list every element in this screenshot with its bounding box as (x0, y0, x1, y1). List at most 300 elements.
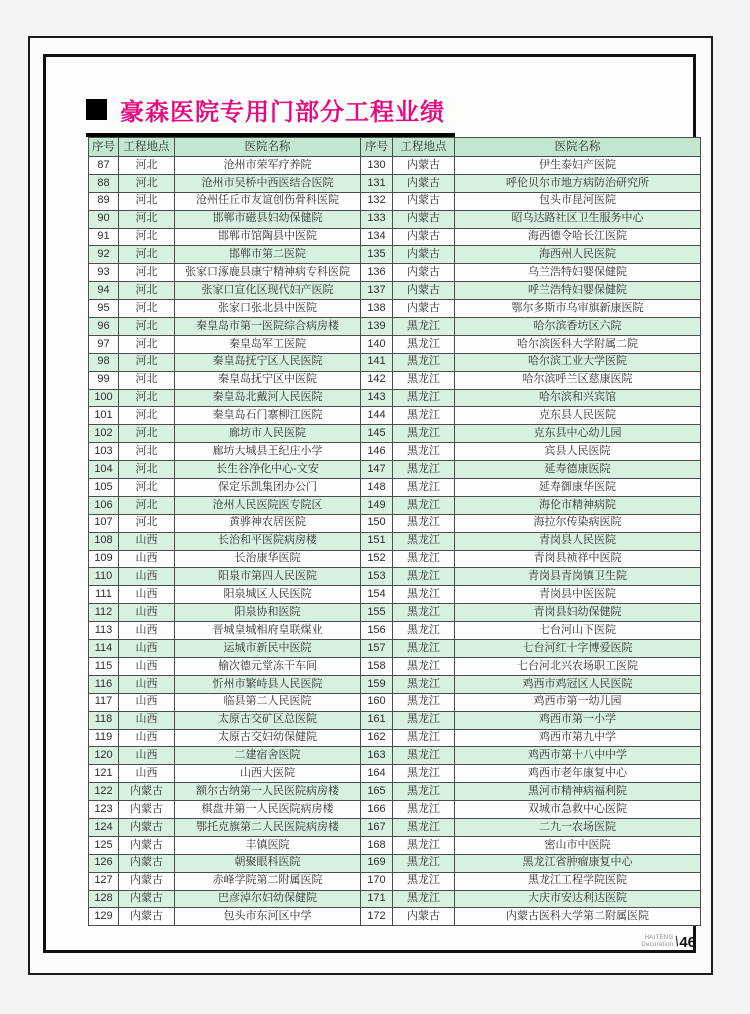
cell-hospital-right: 黑龙江省肿瘤康复中心 (455, 854, 701, 872)
cell-location-left: 内蒙古 (119, 854, 175, 872)
cell-location-left: 河北 (119, 389, 175, 407)
table-row (89, 532, 701, 550)
cell-hospital-left: 阳泉市第四人民医院 (175, 568, 361, 586)
cell-location-left: 河北 (119, 318, 175, 336)
cell-serial-right: 152 (361, 550, 393, 568)
projects-table (88, 137, 701, 926)
cell-location-right: 内蒙古 (393, 192, 455, 210)
cell-serial-right: 157 (361, 640, 393, 658)
cell-location-left: 内蒙古 (119, 783, 175, 801)
cell-serial-left: 109 (89, 550, 119, 568)
table-row (89, 657, 701, 675)
cell-location-right: 内蒙古 (393, 157, 455, 175)
cell-serial-left: 96 (89, 318, 119, 336)
table-row (89, 622, 701, 640)
table-row (89, 711, 701, 729)
brand-line2: Decoration (641, 942, 674, 948)
cell-location-right: 黑龙江 (393, 335, 455, 353)
cell-serial-left: 93 (89, 264, 119, 282)
cell-serial-left: 88 (89, 174, 119, 192)
cell-location-left: 河北 (119, 496, 175, 514)
cell-serial-right: 166 (361, 801, 393, 819)
cell-serial-left: 105 (89, 479, 119, 497)
cell-serial-right: 159 (361, 675, 393, 693)
table-row (89, 514, 701, 532)
cell-serial-left: 94 (89, 282, 119, 300)
table-row (89, 174, 701, 192)
cell-hospital-left: 沧州人民医院医专院区 (175, 496, 361, 514)
cell-serial-right: 133 (361, 210, 393, 228)
cell-location-right: 黑龙江 (393, 443, 455, 461)
header-location-right: 工程地点 (393, 138, 455, 157)
cell-serial-right: 158 (361, 657, 393, 675)
cell-hospital-right: 哈尔滨和兴宾馆 (455, 389, 701, 407)
cell-serial-right: 170 (361, 872, 393, 890)
table-row (89, 854, 701, 872)
cell-hospital-left: 二建宿舍医院 (175, 747, 361, 765)
cell-serial-left: 128 (89, 890, 119, 908)
cell-hospital-right: 青岗县人民医院 (455, 532, 701, 550)
cell-location-right: 内蒙古 (393, 228, 455, 246)
cell-serial-left: 103 (89, 443, 119, 461)
cell-serial-right: 138 (361, 300, 393, 318)
cell-location-left: 山西 (119, 729, 175, 747)
table-row (89, 192, 701, 210)
cell-location-left: 山西 (119, 657, 175, 675)
cell-hospital-left: 忻州市繁峙县人民医院 (175, 675, 361, 693)
table-row (89, 818, 701, 836)
table-row (89, 210, 701, 228)
cell-serial-left: 117 (89, 693, 119, 711)
cell-serial-left: 92 (89, 246, 119, 264)
cell-location-right: 黑龙江 (393, 693, 455, 711)
cell-location-right: 黑龙江 (393, 568, 455, 586)
cell-serial-right: 168 (361, 836, 393, 854)
cell-serial-left: 106 (89, 496, 119, 514)
cell-serial-left: 95 (89, 300, 119, 318)
table-row (89, 335, 701, 353)
cell-location-left: 河北 (119, 353, 175, 371)
table-row (89, 693, 701, 711)
cell-hospital-right: 呼伦贝尔市地方病防治研究所 (455, 174, 701, 192)
cell-hospital-right: 海拉尔传染病医院 (455, 514, 701, 532)
cell-serial-right: 142 (361, 371, 393, 389)
cell-location-right: 黑龙江 (393, 496, 455, 514)
cell-serial-left: 126 (89, 854, 119, 872)
cell-hospital-left: 长治和平医院病房楼 (175, 532, 361, 550)
cell-hospital-left: 邯郸市磁县妇幼保健院 (175, 210, 361, 228)
cell-location-left: 山西 (119, 693, 175, 711)
table-row (89, 228, 701, 246)
cell-location-left: 河北 (119, 246, 175, 264)
cell-hospital-right: 双城市急救中心医院 (455, 801, 701, 819)
cell-location-left: 河北 (119, 282, 175, 300)
cell-location-right: 内蒙古 (393, 300, 455, 318)
cell-hospital-left: 临县第二人民医院 (175, 693, 361, 711)
cell-hospital-right: 七台河山下医院 (455, 622, 701, 640)
cell-hospital-left: 张家口宣化区现代妇产医院 (175, 282, 361, 300)
cell-hospital-right: 延寿德康医院 (455, 461, 701, 479)
cell-hospital-left: 朝聚眼科医院 (175, 854, 361, 872)
cell-serial-left: 127 (89, 872, 119, 890)
cell-hospital-right: 密山市中医院 (455, 836, 701, 854)
cell-serial-left: 110 (89, 568, 119, 586)
cell-serial-right: 150 (361, 514, 393, 532)
cell-serial-right: 164 (361, 765, 393, 783)
cell-hospital-right: 乌兰浩特妇婴保健院 (455, 264, 701, 282)
cell-serial-right: 162 (361, 729, 393, 747)
cell-hospital-left: 阳泉城区人民医院 (175, 586, 361, 604)
cell-serial-left: 100 (89, 389, 119, 407)
brand-text (641, 935, 673, 949)
cell-location-left: 河北 (119, 443, 175, 461)
cell-hospital-left: 秦皇岛抚宁区中医院 (175, 371, 361, 389)
cell-hospital-right: 青岗县妇幼保健院 (455, 604, 701, 622)
cell-location-right: 黑龙江 (393, 854, 455, 872)
cell-serial-right: 134 (361, 228, 393, 246)
cell-serial-right: 148 (361, 479, 393, 497)
cell-hospital-left: 巴彦淖尔妇幼保健院 (175, 890, 361, 908)
cell-location-left: 内蒙古 (119, 890, 175, 908)
cell-serial-right: 163 (361, 747, 393, 765)
cell-location-left: 山西 (119, 711, 175, 729)
cell-location-left: 河北 (119, 228, 175, 246)
cell-hospital-left: 太原古交矿区总医院 (175, 711, 361, 729)
cell-serial-right: 135 (361, 246, 393, 264)
cell-location-right: 黑龙江 (393, 765, 455, 783)
cell-serial-left: 129 (89, 908, 119, 926)
cell-location-left: 河北 (119, 514, 175, 532)
table-row (89, 479, 701, 497)
cell-serial-left: 115 (89, 657, 119, 675)
cell-location-right: 黑龙江 (393, 353, 455, 371)
brand-slash-icon: \ (674, 933, 681, 949)
page-number: 46 (679, 933, 696, 951)
cell-location-right: 黑龙江 (393, 657, 455, 675)
cell-location-right: 黑龙江 (393, 318, 455, 336)
cell-serial-right: 132 (361, 192, 393, 210)
cell-hospital-right: 青岗县中医医院 (455, 586, 701, 604)
cell-hospital-right: 海西州人民医院 (455, 246, 701, 264)
cell-location-left: 山西 (119, 765, 175, 783)
cell-hospital-right: 哈尔滨呼兰区慈康医院 (455, 371, 701, 389)
table-row (89, 568, 701, 586)
cell-serial-left: 111 (89, 586, 119, 604)
cell-hospital-right: 伊生泰妇产医院 (455, 157, 701, 175)
table-row (89, 318, 701, 336)
cell-hospital-right: 鄂尔多斯市乌审旗新康医院 (455, 300, 701, 318)
table-row (89, 640, 701, 658)
header-row (89, 138, 701, 157)
cell-serial-left: 108 (89, 532, 119, 550)
cell-hospital-right: 海伦市精神病院 (455, 496, 701, 514)
cell-location-left: 河北 (119, 264, 175, 282)
cell-serial-left: 112 (89, 604, 119, 622)
cell-serial-right: 153 (361, 568, 393, 586)
cell-location-left: 河北 (119, 461, 175, 479)
cell-hospital-right: 青岗县青岗镇卫生院 (455, 568, 701, 586)
cell-serial-right: 140 (361, 335, 393, 353)
table-row (89, 300, 701, 318)
cell-hospital-left: 晋城皇城相府皇联煤业 (175, 622, 361, 640)
cell-serial-right: 151 (361, 532, 393, 550)
table-row (89, 264, 701, 282)
cell-serial-left: 98 (89, 353, 119, 371)
cell-hospital-right: 昭乌达路社区卫生服务中心 (455, 210, 701, 228)
cell-location-right: 黑龙江 (393, 640, 455, 658)
cell-serial-left: 122 (89, 783, 119, 801)
cell-serial-left: 101 (89, 407, 119, 425)
cell-hospital-left: 赤峰学院第二附属医院 (175, 872, 361, 890)
cell-serial-left: 119 (89, 729, 119, 747)
cell-hospital-right: 海西德令哈长江医院 (455, 228, 701, 246)
cell-location-left: 山西 (119, 640, 175, 658)
cell-hospital-left: 秦皇岛石门寨柳江医院 (175, 407, 361, 425)
cell-hospital-left: 额尔古纳第一人民医院病房楼 (175, 783, 361, 801)
cell-hospital-left: 沧州任丘市友谊创伤骨科医院 (175, 192, 361, 210)
cell-location-right: 黑龙江 (393, 622, 455, 640)
cell-serial-right: 136 (361, 264, 393, 282)
cell-hospital-left: 沧州市吴桥中西医结合医院 (175, 174, 361, 192)
cell-location-right: 内蒙古 (393, 246, 455, 264)
cell-hospital-left: 长治康华医院 (175, 550, 361, 568)
cell-serial-right: 171 (361, 890, 393, 908)
table-row (89, 282, 701, 300)
cell-serial-right: 155 (361, 604, 393, 622)
cell-location-left: 山西 (119, 747, 175, 765)
cell-location-right: 黑龙江 (393, 890, 455, 908)
cell-hospital-right: 黑河市精神病福利院 (455, 783, 701, 801)
cell-hospital-left: 黄骅神农居医院 (175, 514, 361, 532)
table-row (89, 425, 701, 443)
cell-hospital-left: 张家口涿鹿县康宁精神病专科医院 (175, 264, 361, 282)
cell-location-right: 黑龙江 (393, 836, 455, 854)
cell-location-right: 黑龙江 (393, 371, 455, 389)
cell-serial-right: 143 (361, 389, 393, 407)
cell-hospital-left: 廊坊市人民医院 (175, 425, 361, 443)
header-hospital-left: 医院名称 (175, 138, 361, 157)
cell-location-right: 内蒙古 (393, 908, 455, 926)
cell-hospital-right: 鸡西市鸡冠区人民医院 (455, 675, 701, 693)
table-row (89, 890, 701, 908)
cell-serial-left: 114 (89, 640, 119, 658)
cell-location-left: 山西 (119, 586, 175, 604)
cell-serial-right: 147 (361, 461, 393, 479)
cell-location-left: 河北 (119, 335, 175, 353)
table-row (89, 836, 701, 854)
cell-hospital-left: 阳泉协和医院 (175, 604, 361, 622)
cell-location-left: 河北 (119, 300, 175, 318)
cell-location-right: 内蒙古 (393, 264, 455, 282)
cell-location-right: 黑龙江 (393, 729, 455, 747)
cell-hospital-right: 哈尔滨香坊区六院 (455, 318, 701, 336)
header-location-left: 工程地点 (119, 138, 175, 157)
table-row (89, 765, 701, 783)
cell-hospital-left: 秦皇岛北戴河人民医院 (175, 389, 361, 407)
cell-location-right: 内蒙古 (393, 282, 455, 300)
cell-serial-right: 161 (361, 711, 393, 729)
cell-serial-left: 124 (89, 818, 119, 836)
cell-location-left: 山西 (119, 622, 175, 640)
cell-hospital-right: 包头市昆河医院 (455, 192, 701, 210)
cell-location-right: 内蒙古 (393, 210, 455, 228)
cell-location-right: 黑龙江 (393, 425, 455, 443)
cell-location-left: 河北 (119, 479, 175, 497)
cell-serial-left: 118 (89, 711, 119, 729)
cell-serial-left: 120 (89, 747, 119, 765)
cell-hospital-right: 哈尔滨医科大学附属二院 (455, 335, 701, 353)
cell-hospital-left: 秦皇岛抚宁区人民医院 (175, 353, 361, 371)
cell-hospital-left: 太原古交妇幼保健院 (175, 729, 361, 747)
table-row (89, 675, 701, 693)
cell-location-right: 黑龙江 (393, 872, 455, 890)
cell-hospital-left: 秦皇岛军工医院 (175, 335, 361, 353)
cell-serial-right: 165 (361, 783, 393, 801)
cell-serial-right: 141 (361, 353, 393, 371)
cell-serial-left: 99 (89, 371, 119, 389)
cell-serial-right: 160 (361, 693, 393, 711)
cell-location-left: 山西 (119, 675, 175, 693)
cell-hospital-left: 沧州市荣军疗养院 (175, 157, 361, 175)
cell-serial-right: 130 (361, 157, 393, 175)
cell-serial-left: 125 (89, 836, 119, 854)
cell-hospital-right: 鸡西市第九中学 (455, 729, 701, 747)
cell-serial-right: 154 (361, 586, 393, 604)
table-row (89, 407, 701, 425)
table-row (89, 389, 701, 407)
cell-hospital-left: 鄂托克旗第二人民医院病房楼 (175, 818, 361, 836)
table-row (89, 783, 701, 801)
cell-location-left: 内蒙古 (119, 836, 175, 854)
cell-serial-left: 116 (89, 675, 119, 693)
cell-hospital-left: 榆次德元堂冻干车间 (175, 657, 361, 675)
cell-serial-right: 146 (361, 443, 393, 461)
cell-serial-left: 89 (89, 192, 119, 210)
cell-location-right: 黑龙江 (393, 783, 455, 801)
table-row (89, 729, 701, 747)
cell-serial-left: 104 (89, 461, 119, 479)
header-hospital-right: 医院名称 (455, 138, 701, 157)
cell-location-left: 河北 (119, 157, 175, 175)
cell-hospital-right: 七台河红十字博爱医院 (455, 640, 701, 658)
cell-hospital-left: 邯郸市第二医院 (175, 246, 361, 264)
table-row (89, 496, 701, 514)
cell-location-left: 河北 (119, 425, 175, 443)
cell-location-right: 内蒙古 (393, 174, 455, 192)
cell-serial-right: 172 (361, 908, 393, 926)
cell-hospital-right: 黑龙江工程学院医院 (455, 872, 701, 890)
cell-location-right: 黑龙江 (393, 801, 455, 819)
cell-serial-left: 123 (89, 801, 119, 819)
cell-location-left: 内蒙古 (119, 908, 175, 926)
cell-hospital-right: 鸡西市第一小学 (455, 711, 701, 729)
cell-serial-left: 91 (89, 228, 119, 246)
cell-location-left: 内蒙古 (119, 872, 175, 890)
cell-location-right: 黑龙江 (393, 747, 455, 765)
cell-location-left: 山西 (119, 532, 175, 550)
cell-location-right: 黑龙江 (393, 532, 455, 550)
cell-hospital-right: 呼兰浩特妇婴保健院 (455, 282, 701, 300)
table-row (89, 747, 701, 765)
cell-serial-left: 121 (89, 765, 119, 783)
cell-hospital-right: 延寿御康华医院 (455, 479, 701, 497)
header-serial-left: 序号 (89, 138, 119, 157)
cell-hospital-right: 内蒙古医科大学第二附属医院 (455, 908, 701, 926)
cell-serial-right: 145 (361, 425, 393, 443)
cell-location-right: 黑龙江 (393, 514, 455, 532)
cell-location-left: 内蒙古 (119, 801, 175, 819)
cell-hospital-right: 青岗县祯祥中医院 (455, 550, 701, 568)
cell-location-right: 黑龙江 (393, 550, 455, 568)
table-row (89, 550, 701, 568)
cell-hospital-left: 保定乐凯集团办公门 (175, 479, 361, 497)
cell-hospital-right: 鸡西市第十八中中学 (455, 747, 701, 765)
cell-hospital-right: 鸡西市第一幼儿园 (455, 693, 701, 711)
table-row (89, 908, 701, 926)
table-row (89, 353, 701, 371)
cell-location-left: 河北 (119, 174, 175, 192)
header-serial-right: 序号 (361, 138, 393, 157)
cell-serial-left: 113 (89, 622, 119, 640)
cell-serial-right: 149 (361, 496, 393, 514)
cell-location-left: 河北 (119, 192, 175, 210)
cell-location-right: 黑龙江 (393, 711, 455, 729)
table-row (89, 157, 701, 175)
cell-hospital-right: 七台河北兴农场职工医院 (455, 657, 701, 675)
table-row (89, 586, 701, 604)
cell-serial-left: 107 (89, 514, 119, 532)
table-row (89, 604, 701, 622)
cell-location-left: 山西 (119, 568, 175, 586)
cell-hospital-right: 克东县中心幼儿园 (455, 425, 701, 443)
cell-hospital-left: 棋盘井第一人民医院病房楼 (175, 801, 361, 819)
cell-hospital-right: 宾县人民医院 (455, 443, 701, 461)
cell-serial-left: 97 (89, 335, 119, 353)
cell-serial-left: 90 (89, 210, 119, 228)
cell-location-left: 山西 (119, 550, 175, 568)
cell-location-right: 黑龙江 (393, 389, 455, 407)
cell-location-right: 黑龙江 (393, 461, 455, 479)
cell-location-left: 山西 (119, 604, 175, 622)
cell-hospital-right: 大庆市安达利达医院 (455, 890, 701, 908)
cell-serial-left: 87 (89, 157, 119, 175)
cell-location-right: 黑龙江 (393, 818, 455, 836)
table-row (89, 246, 701, 264)
cell-hospital-left: 包头市东河区中学 (175, 908, 361, 926)
table-row (89, 461, 701, 479)
cell-location-left: 河北 (119, 407, 175, 425)
cell-hospital-right: 哈尔滨工业大学医院 (455, 353, 701, 371)
cell-serial-right: 156 (361, 622, 393, 640)
cell-serial-right: 139 (361, 318, 393, 336)
cell-hospital-left: 丰镇医院 (175, 836, 361, 854)
cell-location-right: 黑龙江 (393, 407, 455, 425)
cell-hospital-left: 张家口张北县中医院 (175, 300, 361, 318)
cell-serial-left: 102 (89, 425, 119, 443)
cell-hospital-left: 山西大医院 (175, 765, 361, 783)
cell-hospital-right: 克东县人民医院 (455, 407, 701, 425)
cell-serial-right: 131 (361, 174, 393, 192)
cell-location-right: 黑龙江 (393, 675, 455, 693)
cell-hospital-left: 运城市新民中医院 (175, 640, 361, 658)
title-bullet-square-icon (86, 99, 107, 120)
cell-location-left: 内蒙古 (119, 818, 175, 836)
cell-serial-right: 169 (361, 854, 393, 872)
cell-location-right: 黑龙江 (393, 479, 455, 497)
cell-serial-right: 137 (361, 282, 393, 300)
table-row (89, 371, 701, 389)
brand-line1: HAITENG (644, 935, 674, 942)
